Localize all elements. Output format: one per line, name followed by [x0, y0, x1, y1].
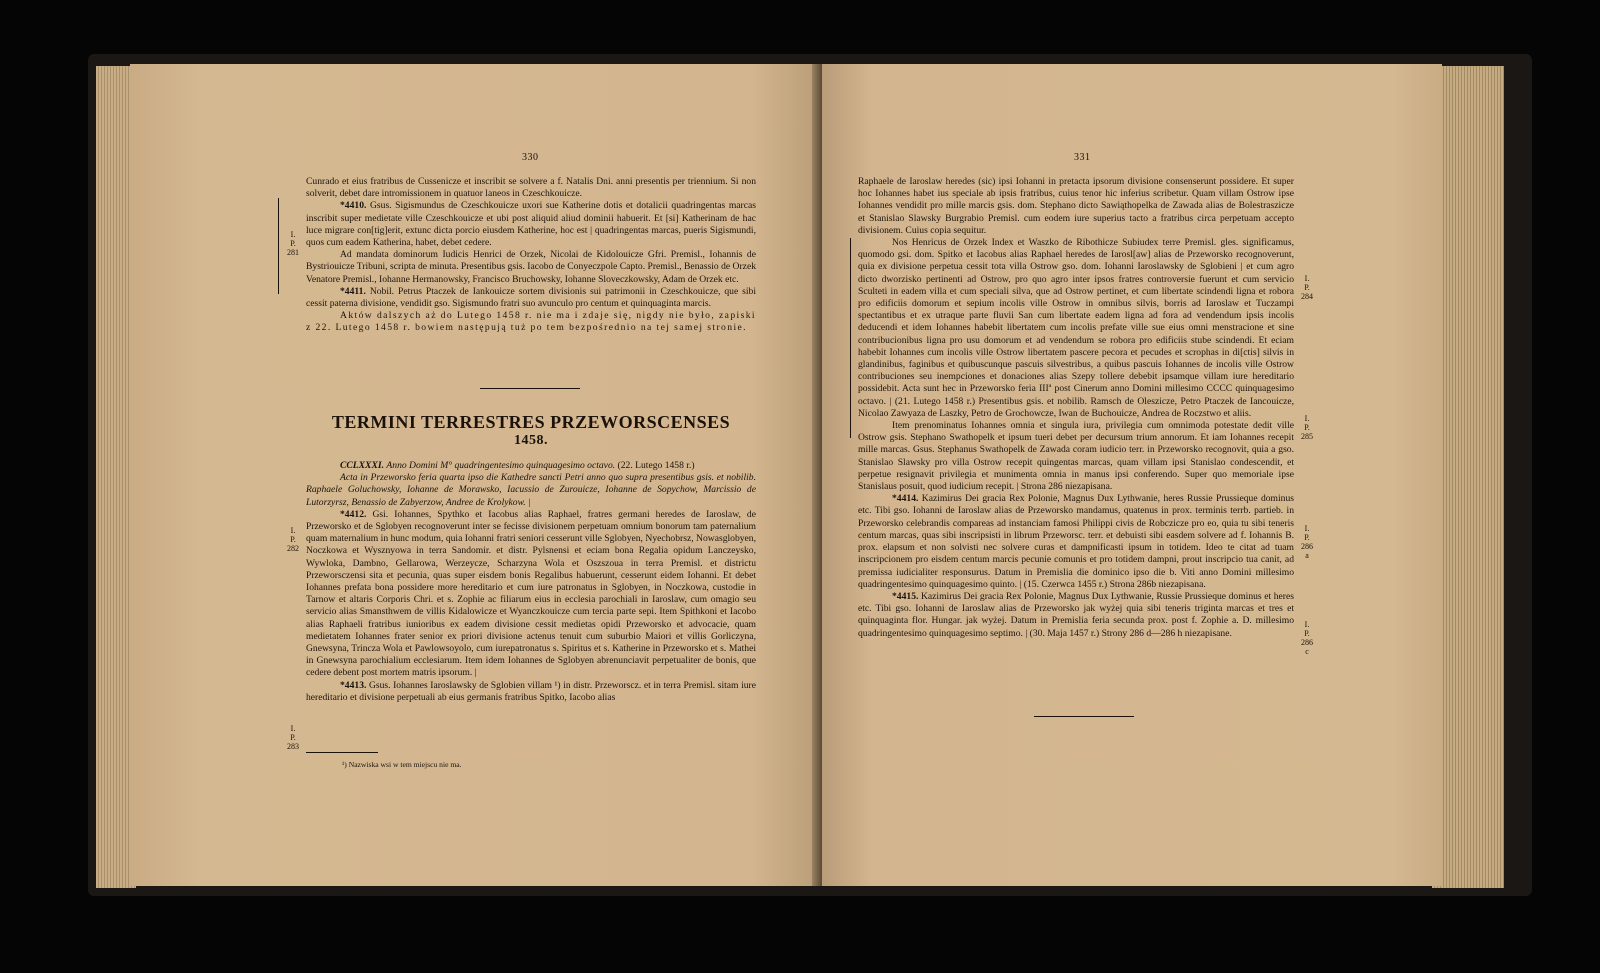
- margin-ref-286: I. P. 286 a: [1301, 524, 1313, 560]
- margin-ref-284: I. P. 284: [1301, 274, 1313, 301]
- acta-paragraph: Acta in Przeworsko feria quarta ipso die Kathedre sancti Petri anno quo supra presentibus gsis. et nobilib. Raphaele Goluchowsky, Iohanne de Morawsko, Iacussio de Zurouicze, Iohanne de Sopychow, Marcissio de Lutorzyrsz, Benassio de Zabyerzow, Andree de Krolykow. |: [306, 472, 756, 508]
- page-number: 331: [1074, 152, 1091, 163]
- left-page: [130, 64, 820, 886]
- text-block-right: [858, 176, 1294, 640]
- margin-bar: [850, 238, 851, 438]
- text-block-main: [306, 460, 756, 704]
- footnote: ¹) Nazwiska wsi w tem miejscu nie ma.: [342, 760, 462, 769]
- entry-4412: *4412. Gsi. Iohannes, Spythko et Iacobus alias Raphael, fratres germani heredes de Iaroslaw, de Przeworsko et de Sglobyen recognoverunt inter se fecisse divisionem perpetuam omnium bonorum tam paternalium quam maternalium in hunc modum, quia Iohanni fratri seniori cesserunt ville Sglobyen, Nyechobrsz, Nowasglobyen, Noczkowa et Wysznyowa in terra Sandomir. et distr. Pylsnensi et eciam bona Regalia opidum Lanczeysko, Wywloka, Dambno, Gellarowa, Werzeycze, Scharzyna Wola et Oszszoua in terra Premisl. et districtu Przeworsczensi sita et pecunia, quas super eisdem bonis Regalibus habuerunt, cesserunt eidem Iohanni. Et debet Iohannes prefata bona possidere more hereditario et cum iure patronatus in Sglobyen, in Noczkowa, custodie in Tarnow et altaris Corporis Chri. et s. Zophie ac filiarum eius in ecclesia parochiali in Iaroslaw, cum omagio seu servicio alias Smansthwem de villis Kidalowicze et Wyanczkouicze cum tercia parte sepi. Item Spithkoni et Iacobo alias Raphaeli fratribus iunioribus ex eadem divisione cessit medietas opidi Przeworsko et advocacie, quam medietatem Iohannes frater senior ex priori divisione actenus tenuit cum suburbio Maiori et villis Gorliczyna, Gnewsyna, Trincza Wola et Pawlowsoyolo, cum iurepatronatus s. Spiritus et s. Katherine in Przeworsko et s. Mathei in Gnewsyna parochialium ecclesiarum. Item idem Iohannes de Sglobyen abrenunciavit perpetualiter de bonis, que cedere debent post mortem matris ipsorum. |: [306, 508, 756, 679]
- paragraph-item: Item prenominatus Iohannes omnia et singula iura, privilegia cum omnimoda potestate dedit ville Ostrow gsis. Stephano Swathopelk et ipsum tueri debet per decursum trium annorum. Et iam Iohannes recepit mille marcas. Gsus. Stephanus Swathopelk de Zawada coram iudicio terr. in Przeworsko recognovit, quia a gso. Stanislao Slawsky pro villa Ostrow recepit quingentas marcas, quam villam ipsi Stanislao condescendit, et perpetue resignavit privilegia et munimenta omnia in manus ipsi conferendo. Super quo memoriale ipse Stanislaus posuit, quod iudicium recepit. | Strona 286 niezapisana.: [858, 420, 1294, 493]
- section-year: 1458.: [514, 433, 548, 448]
- page-edges-right: [1432, 66, 1504, 888]
- margin-bar: [278, 198, 279, 294]
- margin-ref-281: I. P. 281: [287, 230, 299, 257]
- entry-4410: *4410. Gsus. Sigismundus de Czeschkouicze uxori sue Katherine dotis et dotalicii quadringentas marcas inscribit super medietate ville Czeschkouicze et ubi post aliquid aliud dominii habuerit. Et [si] Katherinam de hac luce migrare con[tig]erit, extunc dicta porcio eiusdem Katherine, hoc est | quadringentas marcas, pueris Sigismundi, quos cum eadem Katherina, habet, debet cedere.: [306, 200, 756, 249]
- right-page: [822, 64, 1442, 886]
- section-heading: TERMINI TERRESTRES PRZEWORSCENSES: [331, 412, 731, 432]
- margin-ref-283: I. P. 283: [287, 724, 299, 751]
- entry-4415: *4415. Kazimirus Dei gracia Rex Polonie, Magnus Dux Lythwanie, Russie Prussieque dominus et heres etc. Tibi gso. Iohanni de Iaroslaw alias de Przeworsko jak wyżej quia sibi teneris triginta marcas et tres et quinquaginta flor. Hungar. jak wyżej. Datum in Premislia feria secunda prox. post f. Zophie a. D. millesimo quadringentesimo quinquagesimo septimo. | (30. Maja 1457 r.) Strony 286 d—286 h niezapisane.: [858, 590, 1294, 639]
- entry-4414: *4414. Kazimirus Dei gracia Rex Polonie, Magnus Dux Lythwanie, heres Russie Prussieque dominus etc. Tibi gso. Iohanni de Iaroslaw alias de Przeworsko mandamus, quatenus in prox. terminis terrb. partieb. in Przeworsko celebrandis compareas ad instanciam famosi Philippi civis de Robczicze pro eo, quia tu sibi teneris centum marcas, quas sibi inscripsisti in librum Przeworsc. terr. et debuisti sibi easdem solvere ad f. Iohannis B. prox. elapsum et non solvisti nec solvere curas et dampnificasti ipsum in totidem. Ideo te citat ad tuam inscripcionem pro eisdem centum marcis pecunie comunis et pro totidem dampni, prout inscripcio tua canit, ad premissa iudicialiter responsurus. Datum in Premislia die dominico ipso die b. Viti anno Domini millesimo quadringentesimo quinquagesimo quinto. | (15. Czerwca 1455 r.) Strona 286b niezapisana.: [858, 493, 1294, 590]
- paragraph: Raphaele de Iaroslaw heredes (sic) ipsi Iohanni in pretacta ipsorum divisione consenserunt possidere. Et super hoc Iohannes habet ius speciale ab ipsis fratribus, cuius tenor hic inferius scribetur. Quam villam Ostrow ipse Iohannes vendidit pro mille marcis gsis. dom. Stephano dicto Sawiąthopelka de Zawada alias de Bolestraszicze et Stanislao Slawsky Burgrabio Premisl. cum eodem iure superius tacto a fratribus circa perpetuam accepto divisionem. Cuius copia sequitur.: [858, 176, 1294, 236]
- end-rule: [1034, 716, 1134, 717]
- entry-4413: *4413. Gsus. Iohannes Iaroslawsky de Sglobien villam ¹) in distr. Przeworscz. et in terra Premisl. sitam iure hereditario et divisione perpetuali ab eius germanis fratribus Spitko, Iacobo alias: [306, 679, 756, 703]
- page-number: 330: [522, 152, 539, 163]
- section-rule: [480, 388, 580, 389]
- margin-ref-282: I. P. 282: [287, 526, 299, 553]
- margin-ref-286c: I. P. 286 c: [1301, 620, 1313, 656]
- margin-ref-285: I. P. 285: [1301, 414, 1313, 441]
- editor-note: Aktów dalszych aż do Lutego 1458 r. nie ma i zdaje się, nigdy nie było, zapiski z 22. Lutego 1458 r. bowiem następują tuż po tem bezpośrednio na tej samej stronie.: [306, 310, 756, 334]
- paragraph: Cunrado et eius fratribus de Cussenicze et inscribit se solvere a f. Natalis Dni. anni presentis per triennium. Si non solverit, debet dare intromissionem in quatuor laneos in Czeschkouicze.: [306, 176, 756, 200]
- paragraph-nos-henricus: Nos Henricus de Orzek Index et Waszko de Ribothicze Subiudex terre Premisl. gles. significamus, quomodo gsi. dom. Spitko et Iacobus alias Raphael heredes de Iarosl[aw] alias de Przeworsko recognoverunt, quia ex divisione perpetua cessit tota villa Ostrow gso. dom. Iohanni Iaroslawsky de Sglobieni | et cum agro dicto dworzisko pertinenti ad Ostrow, pro quo agro inter ipsos fratres controversie fuerunt et cum servicio Sculteti in eadem villa et cum speciali silva, que ad Ostrow pertinet, et cum libertate scindendi ligna et robora pro edificiis domorum et sepium incolis ville Ostrow in omnibus silvis, borris ad Iaroslaw et Tuczampi spectantibus et ex utraque parte fluvii San cum libertate eadem ligna ad fora ad vendendum ipsis incolis deducendi et idem Iohannes habebit libertatem cum incolis prefate ville sue eius omni menstracione et sine contribucionibus ligna pro usu domorum et ad vendendum se robora pro edificiis stube scindendi. Et eciam habebit Iohannes cum incolis ville Ostrow libertatem pascere pecora et pecudes et scrophas in di[ctis] silvis in glandinibus, faginibus et quibuscunque pascuis silvestribus, a quibus pascuis Iohannes de incolis ville Ostrow contribuciones seu inempciones et donaciones alias Szepy tollere debebit ipsamque villam iure hereditario possidebit. Acta sunt hec in Przeworsko feria IIIª post Cinerum anno Domini millesimo CCCC quinquagesimo octavo. | (21. Lutego 1458 r.) Presentibus gsis. et nobilib. Ramsch de Oleszicze, Petro Ptaczek de Iancouicze, Nicolao Zawyaza de Laszky, Petro de Grochowcze, Iwan de Buchouicze, Andrea de Roczstwo et aliis.: [858, 237, 1294, 419]
- text-block-top: [306, 176, 756, 335]
- entry-cclxxxi: CCLXXXI. Anno Domini M° quadringentesimo quinquagesimo octavo. (22. Lutego 1458 r.): [340, 460, 695, 471]
- entry-4411: *4411. Nobil. Petrus Ptaczek de Iankouicze sortem divisionis sui patrimonii in Czeschkouicze, que sibi cessit paterna divisione, vendidit gso. Sigismundo fratri suo avunculo pro centum et quinquaginta marcis.: [306, 285, 756, 310]
- footnote-rule: [306, 752, 378, 753]
- paragraph-mandata: Ad mandata dominorum Iudicis Henrici de Orzek, Nicolai de Kidolouicze Gfri. Premisl., Iohannis de Bystriouicze Tribuni, scripta de minuta. Presentibus gsis. Iacobo de Conyeczpole Capto. Premisl., Benassio de Orzek Venatore Premisl., Iohanne Hermanowsky, Francisco Bruchowsky, Iohanne Sloveczkowsky, Adam de Orzek etc.: [306, 249, 756, 285]
